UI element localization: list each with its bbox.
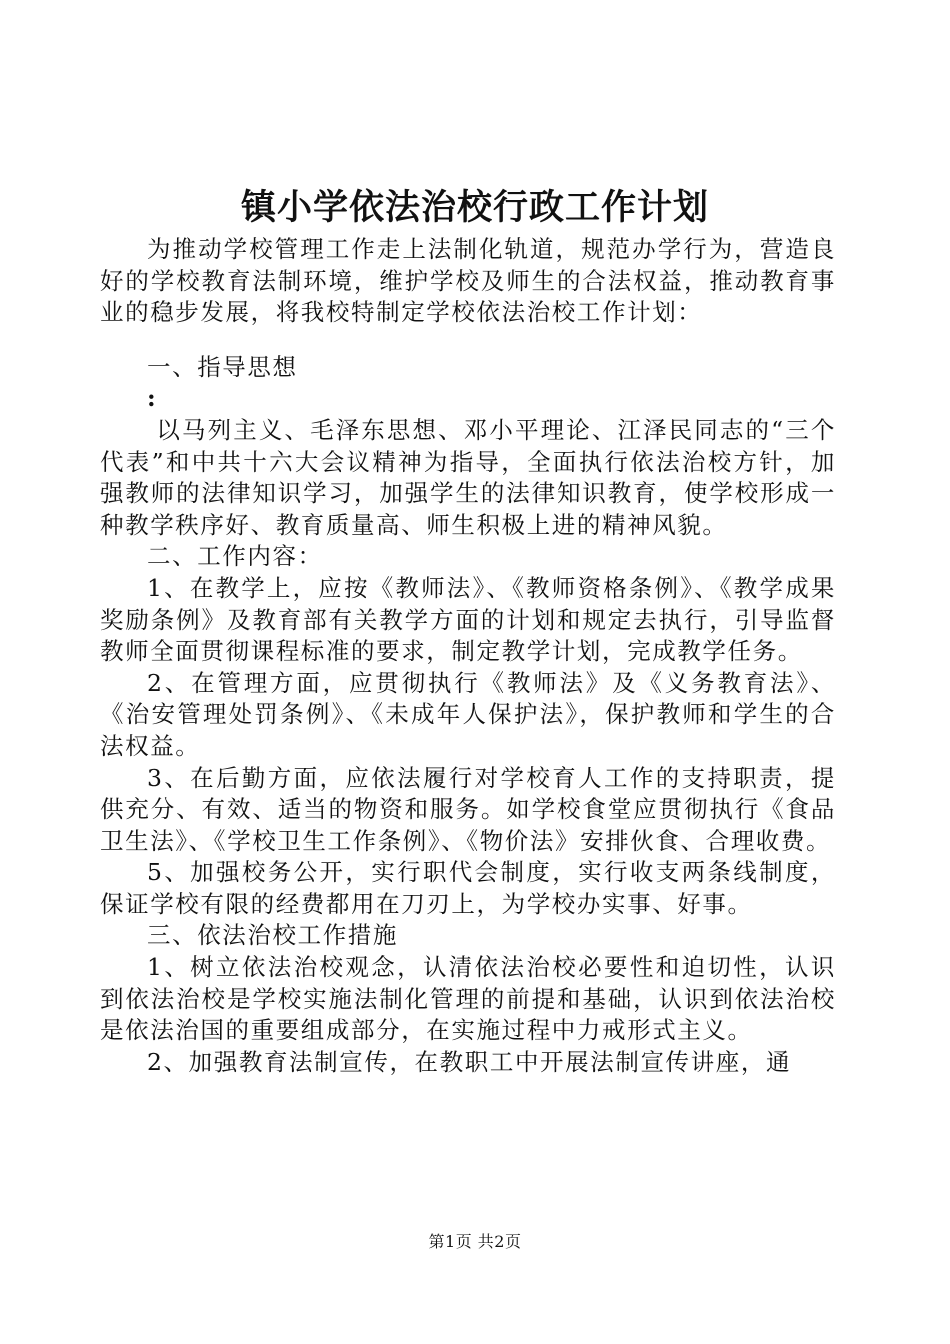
section-heading-guiding-ideology: 一、指导思想 [147, 352, 298, 381]
section-heading-measures: 三、依法治校工作措施 [147, 921, 398, 950]
work-content-item-5: 5、加强校务公开，实行职代会制度，实行收支两条线制度，保证学校有限的经费都用在刀刃上，为学校办实事、好事。 [100, 858, 836, 918]
heading-colon: : [147, 384, 158, 413]
page-number-footer: 第1页 共2页 [428, 1232, 522, 1251]
work-content-item-2: 2、在管理方面，应贯彻执行《教师法》及《义务教育法》、《治安管理处罚条例》、《未成年人保护法》，保护教师和学生的合法权益。 [100, 668, 836, 760]
measures-item-2: 2、加强教育法制宣传，在教职工中开展法制宣传讲座，通 [147, 1047, 792, 1076]
measures-item-1: 1、树立依法治校观念，认清依法治校必要性和迫切性，认识到依法治校是学校实施法制化管理的前提和基础，认识到依法治校是依法治国的重要组成部分，在实施过程中力戒形式主义。 [100, 953, 836, 1045]
document-title: 镇小学依法治校行政工作计划 [240, 187, 709, 228]
document-body [100, 234, 836, 1078]
section-heading-work-content: 二、工作内容： [147, 542, 323, 571]
guiding-ideology-paragraph: 以马列主义、毛泽东思想、邓小平理论、江泽民同志的“三个代表”和中共十六大会议精神为指导，全面执行依法治校方针，加强教师的法律知识学习，加强学生的法律知识教育，使学校形成一种教学秩序好、教育质量高、师生积极上进的精神风貌。 [100, 415, 836, 539]
work-content-item-1: 1、在教学上，应按《教师法》、《教师资格条例》、《教学成果奖励条例》及教育部有关教学方面的计划和规定去执行，引导监督教师全面贯彻课程标准的要求，制定教学计划，完成教学任务。 [100, 573, 836, 666]
work-content-item-3: 3、在后勤方面，应依法履行对学校育人工作的支持职责，提供充分、有效、适当的物资和服务。如学校食堂应贯彻执行《食品卫生法》、《学校卫生工作条例》、《物价法》安排伙食、合理收费。 [100, 763, 836, 855]
intro-paragraph: 为推动学校管理工作走上法制化轨道，规范办学行为，营造良好的学校教育法制环境，维护学校及师生的合法权益，推动教育事业的稳步发展，将我校特制定学校依法治校工作计划： [100, 235, 836, 327]
